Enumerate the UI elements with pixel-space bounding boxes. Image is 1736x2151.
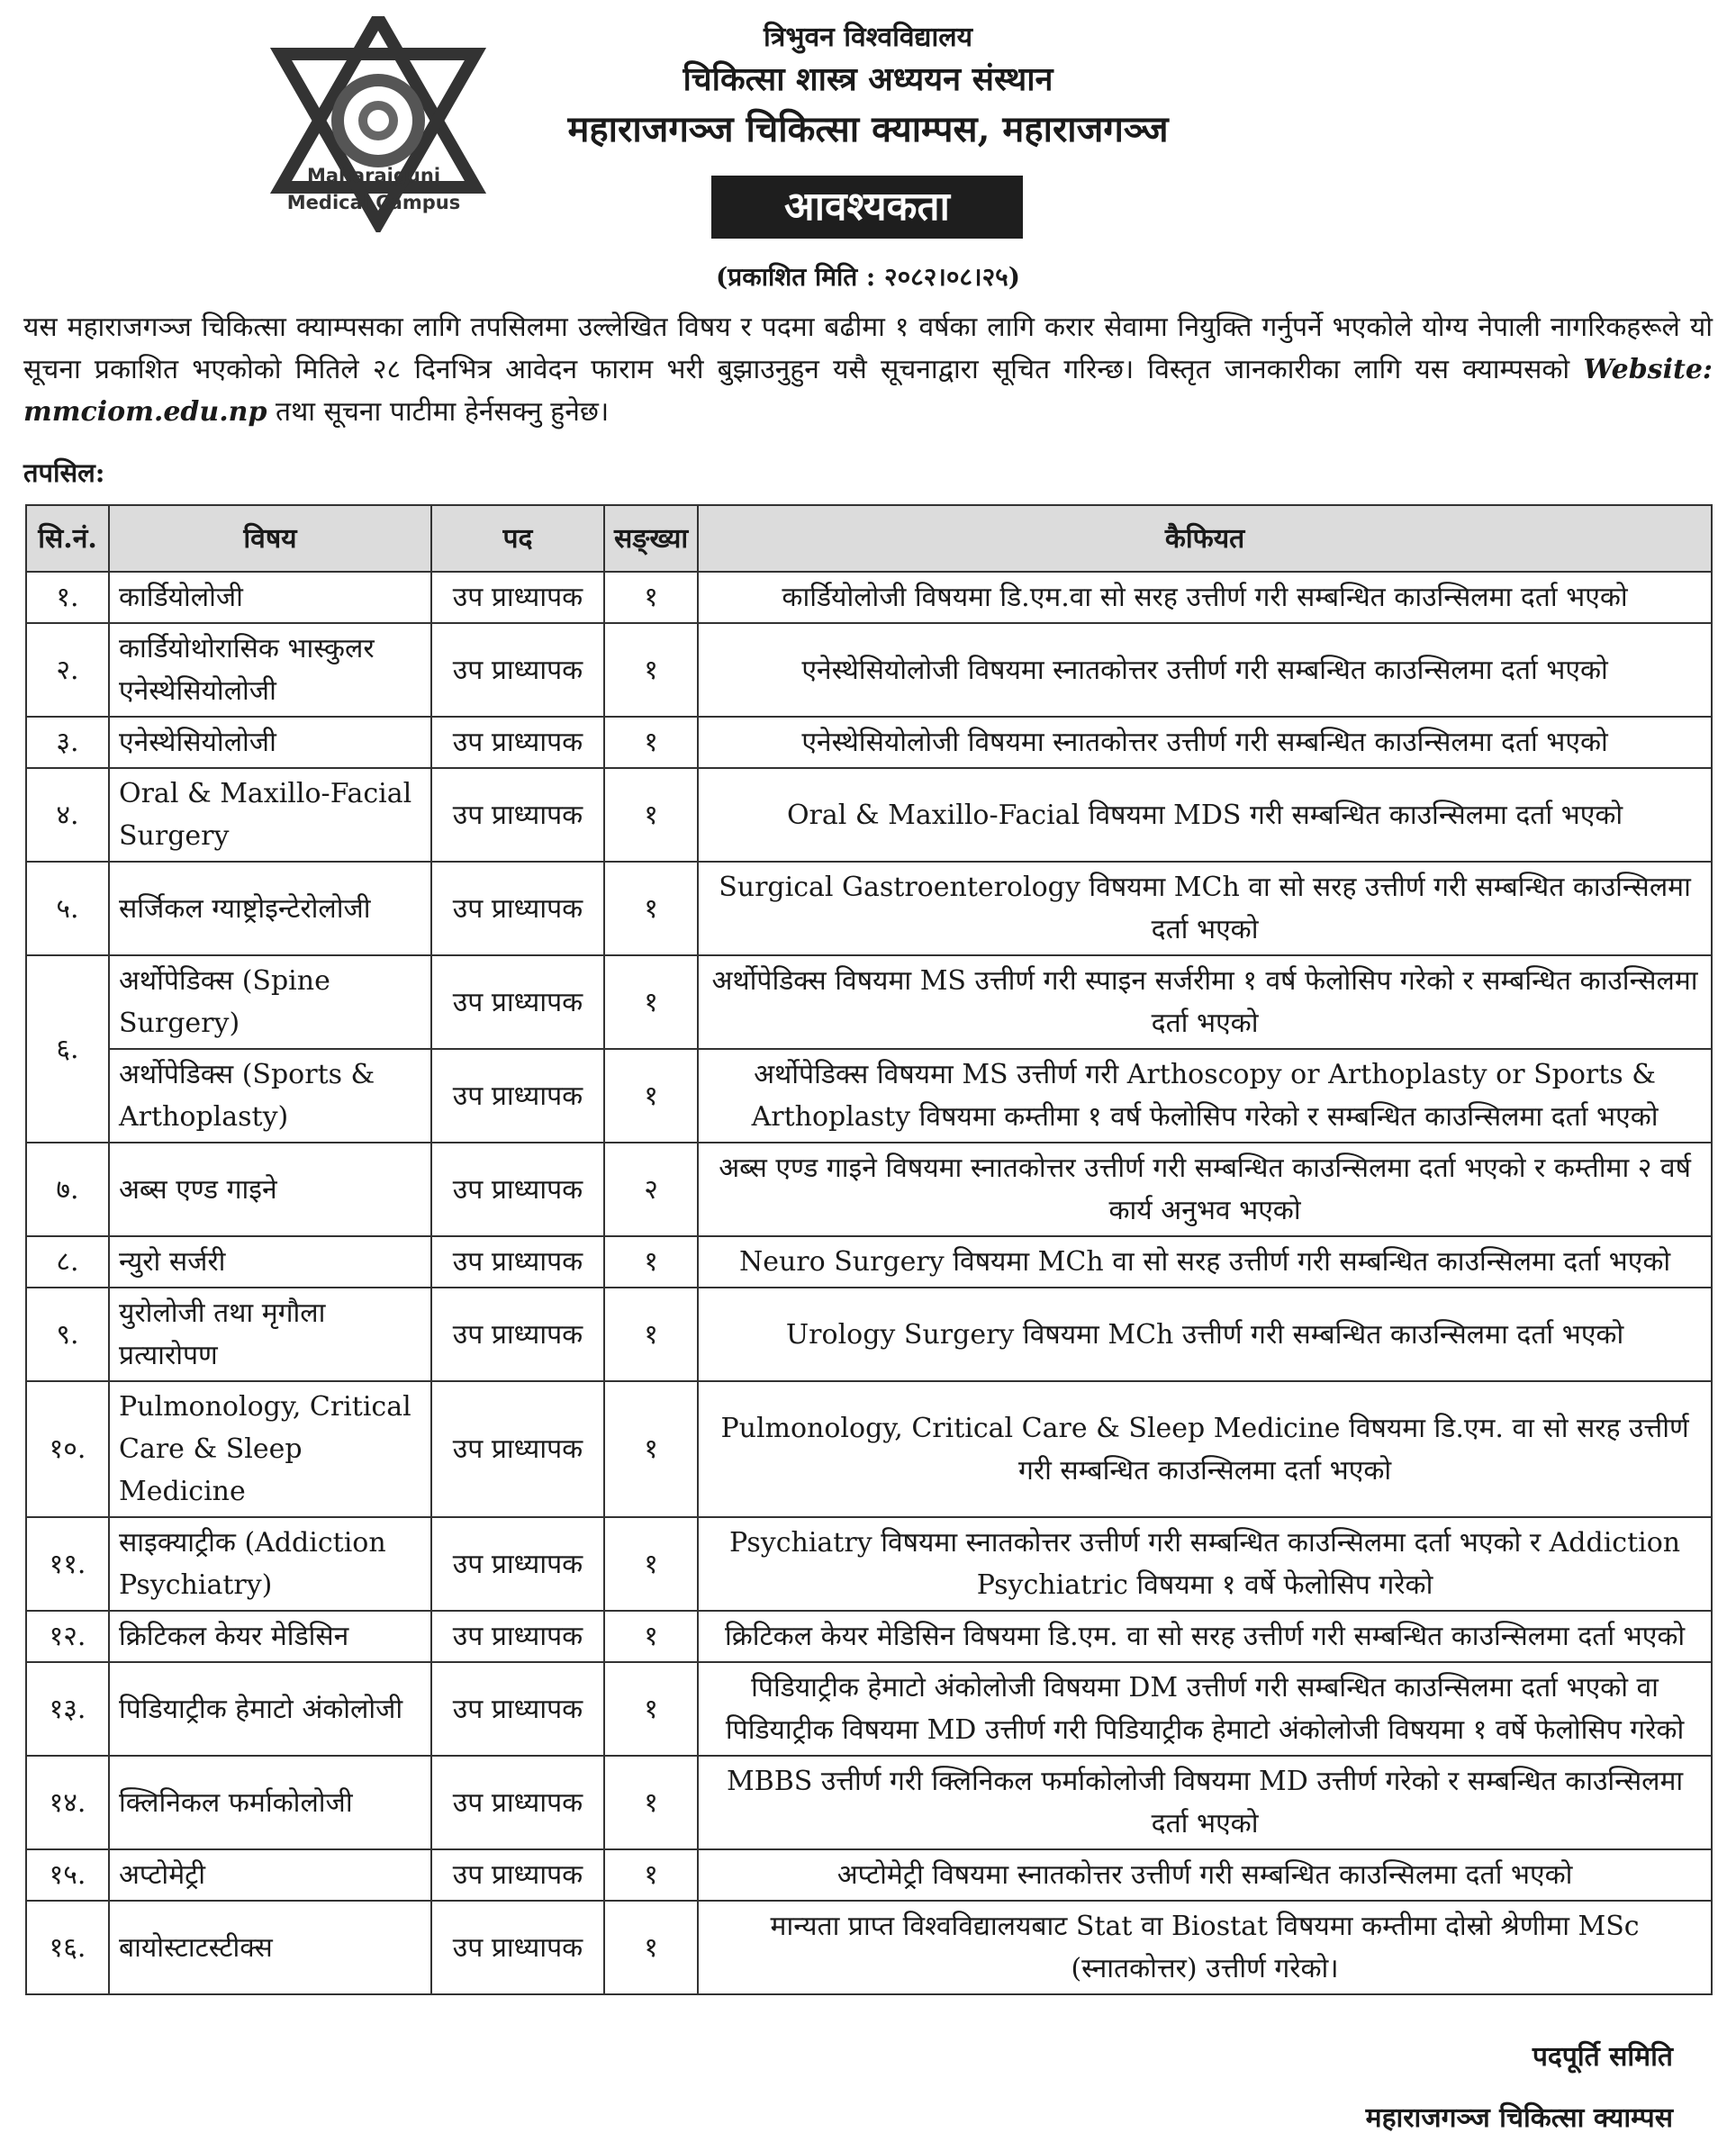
cell-count: १ <box>604 768 698 862</box>
table-row <box>26 955 1712 1049</box>
cell-sn: ९. <box>26 1288 109 1381</box>
cell-sn: ३. <box>26 717 109 768</box>
cell-post: उप प्राध्यापक <box>431 1288 604 1381</box>
cell-subject: Pulmonology, Critical Care & Sleep Medicine <box>109 1381 431 1517</box>
table-row <box>26 1381 1712 1517</box>
cell-remarks: अब्स एण्ड गाइने विषयमा स्नातकोत्तर उत्तीर्ण गरी सम्बन्धित काउन्सिलमा दर्ता भएको र कम्तीमा २ वर्ष कार्य अनुभव भएको <box>698 1143 1712 1236</box>
cell-post: उप प्राध्यापक <box>431 717 604 768</box>
cell-count: १ <box>604 1381 698 1517</box>
cell-sn: १६. <box>26 1901 109 1994</box>
cell-sn: १३. <box>26 1662 109 1756</box>
university-name: त्रिभुवन विश्वविद्यालय <box>764 22 972 53</box>
cell-subject: क्लिनिकल फर्माकोलोजी <box>109 1756 431 1849</box>
cell-count: १ <box>604 1849 698 1901</box>
schedule-label: तपसिल: <box>23 457 105 488</box>
cell-count: १ <box>604 1756 698 1849</box>
header-subject: विषय <box>109 505 431 572</box>
table-row <box>26 1049 1712 1143</box>
cell-subject: कार्डियोलोजी <box>109 572 431 623</box>
cell-remarks: Oral & Maxillo-Facial विषयमा MDS गरी सम्बन्धित काउन्सिलमा दर्ता भएको <box>698 768 1712 862</box>
table-row <box>26 1143 1712 1236</box>
cell-subject: अर्थोपेडिक्स (Sports & Arthoplasty) <box>109 1049 431 1143</box>
cell-post: उप प्राध्यापक <box>431 1662 604 1756</box>
cell-post: उप प्राध्यापक <box>431 1901 604 1994</box>
cell-remarks: अर्थोपेडिक्स विषयमा MS उत्तीर्ण गरी Arthoscopy or Arthoplasty or Sports & Arthoplasty विषयमा कम्तीमा १ वर्ष फेलोसिप गरेको र सम्बन्धित काउन्सिलमा दर्ता भएको <box>698 1049 1712 1143</box>
cell-sn: ४. <box>26 768 109 862</box>
cell-subject: Oral & Maxillo-Facial Surgery <box>109 768 431 862</box>
cell-count: १ <box>604 1288 698 1381</box>
cell-remarks: मान्यता प्राप्त विश्वविद्यालयबाट Stat वा Biostat विषयमा कम्तीमा दोस्रो श्रेणीमा MSc (स्नातकोत्तर) उत्तीर्ण गरेको। <box>698 1901 1712 1994</box>
cell-subject: अब्स एण्ड गाइने <box>109 1143 431 1236</box>
notice-header <box>0 0 1736 270</box>
header-count: सङ्ख्या <box>604 505 698 572</box>
cell-count: १ <box>604 1611 698 1662</box>
logo-caption <box>261 162 486 216</box>
table-row <box>26 1288 1712 1381</box>
cell-remarks: Pulmonology, Critical Care & Sleep Medicine विषयमा डि.एम. वा सो सरह उत्तीर्ण गरी सम्बन्धित काउन्सिलमा दर्ता भएको <box>698 1381 1712 1517</box>
cell-sn: १५. <box>26 1849 109 1901</box>
cell-post: उप प्राध्यापक <box>431 623 604 717</box>
cell-subject: क्रिटिकल केयर मेडिसिन <box>109 1611 431 1662</box>
vacancy-table <box>25 504 1713 1995</box>
cell-post: उप प्राध्यापक <box>431 1756 604 1849</box>
cell-remarks: कार्डियोलोजी विषयमा डि.एम.वा सो सरह उत्तीर्ण गरी सम्बन्धित काउन्सिलमा दर्ता भएको <box>698 572 1712 623</box>
campus-name: महाराजगञ्ज चिकित्सा क्याम्पस, महाराजगञ्ज <box>567 108 1169 150</box>
table-row <box>26 1236 1712 1288</box>
cell-subject: अर्थोपेडिक्स (Spine Surgery) <box>109 955 431 1049</box>
cell-subject: कार्डियोथोरासिक भास्कुलर एनेस्थेसियोलोजी <box>109 623 431 717</box>
cell-subject: साइक्याट्रीक (Addiction Psychiatry) <box>109 1517 431 1611</box>
cell-post: उप प्राध्यापक <box>431 1236 604 1288</box>
cell-count: १ <box>604 862 698 955</box>
cell-post: उप प्राध्यापक <box>431 1849 604 1901</box>
institute-name: चिकित्सा शास्त्र अध्ययन संस्थान <box>683 60 1053 98</box>
intro-paragraph <box>23 306 1713 433</box>
logo-caption-line2: Medical Campus <box>286 192 461 213</box>
table-row <box>26 572 1712 623</box>
cell-count: २ <box>604 1143 698 1236</box>
cell-remarks: पिडियाट्रीक हेमाटो अंकोलोजी विषयमा DM उत्तीर्ण गरी सम्बन्धित काउन्सिलमा दर्ता भएको वा पिडियाट्रीक विषयमा MD उत्तीर्ण गरी पिडियाट्रीक हेमाटो अंकोलोजी विषयमा १ वर्षे फेलोसिप गरेको <box>698 1662 1712 1756</box>
cell-remarks: Urology Surgery विषयमा MCh उत्तीर्ण गरी सम्बन्धित काउन्सिलमा दर्ता भएको <box>698 1288 1712 1381</box>
header-sn: सि.नं. <box>26 505 109 572</box>
cell-subject: युरोलोजी तथा मृगौला प्रत्यारोपण <box>109 1288 431 1381</box>
cell-post: उप प्राध्यापक <box>431 1143 604 1236</box>
cell-count: १ <box>604 572 698 623</box>
cell-sn: २. <box>26 623 109 717</box>
cell-sn: ८. <box>26 1236 109 1288</box>
header-post: पद <box>431 505 604 572</box>
cell-remarks: Surgical Gastroenterology विषयमा MCh वा सो सरह उत्तीर्ण गरी सम्बन्धित काउन्सिलमा दर्ता भएको <box>698 862 1712 955</box>
website-link[interactable]: Website: mmciom.edu.np <box>23 354 1713 428</box>
intro-text-part2: तथा सूचना पाटीमा हेर्नसक्नु हुनेछ। <box>267 396 610 428</box>
table-row <box>26 1849 1712 1901</box>
table-row <box>26 1611 1712 1662</box>
cell-count: १ <box>604 623 698 717</box>
cell-remarks: एनेस्थेसियोलोजी विषयमा स्नातकोत्तर उत्तीर्ण गरी सम्बन्धित काउन्सिलमा दर्ता भएको <box>698 623 1712 717</box>
cell-count: १ <box>604 1662 698 1756</box>
cell-remarks: Psychiatry विषयमा स्नातकोत्तर उत्तीर्ण गरी सम्बन्धित काउन्सिलमा दर्ता भएको र Addiction Psychiatric विषयमा १ वर्षे फेलोसिप गरेको <box>698 1517 1712 1611</box>
cell-count: १ <box>604 955 698 1049</box>
cell-count: १ <box>604 1236 698 1288</box>
cell-post: उप प्राध्यापक <box>431 1049 604 1143</box>
cell-sn: १०. <box>26 1381 109 1517</box>
cell-sn: ५. <box>26 862 109 955</box>
cell-count: १ <box>604 1901 698 1994</box>
table-row <box>26 1662 1712 1756</box>
cell-post: उप प्राध्यापक <box>431 572 604 623</box>
cell-sn: ७. <box>26 1143 109 1236</box>
cell-post: उप प्राध्यापक <box>431 1517 604 1611</box>
signature-committee: पदपूर्ति समिति <box>1532 2041 1673 2073</box>
cell-subject: न्युरो सर्जरी <box>109 1236 431 1288</box>
cell-remarks: अर्थोपेडिक्स विषयमा MS उत्तीर्ण गरी स्पाइन सर्जरीमा १ वर्ष फेलोसिप गरेको र सम्बन्धित काउन्सिलमा दर्ता भएको <box>698 955 1712 1049</box>
published-date: (प्रकाशित मिति : २०८२।०८।२५) <box>716 262 1020 292</box>
cell-count: १ <box>604 1049 698 1143</box>
cell-sn: ६. <box>26 955 109 1143</box>
header-titles <box>0 20 1736 157</box>
cell-remarks: अप्टोमेट्री विषयमा स्नातकोत्तर उत्तीर्ण गरी सम्बन्धित काउन्सिलमा दर्ता भएको <box>698 1849 1712 1901</box>
cell-remarks: MBBS उत्तीर्ण गरी क्लिनिकल फर्माकोलोजी विषयमा MD उत्तीर्ण गरेको र सम्बन्धित काउन्सिलमा दर्ता भएको <box>698 1756 1712 1849</box>
notice-title-box: आवश्यकता <box>711 176 1023 239</box>
table-header-row <box>26 505 1712 572</box>
table-row <box>26 862 1712 955</box>
cell-sn: ११. <box>26 1517 109 1611</box>
cell-remarks: क्रिटिकल केयर मेडिसिन विषयमा डि.एम. वा सो सरह उत्तीर्ण गरी सम्बन्धित काउन्सिलमा दर्ता भएको <box>698 1611 1712 1662</box>
cell-sn: १४. <box>26 1756 109 1849</box>
header-remarks: कैफियत <box>698 505 1712 572</box>
cell-subject: एनेस्थेसियोलोजी <box>109 717 431 768</box>
cell-sn: १. <box>26 572 109 623</box>
cell-count: १ <box>604 717 698 768</box>
cell-sn: १२. <box>26 1611 109 1662</box>
table-row <box>26 1517 1712 1611</box>
cell-subject: अप्टोमेट्री <box>109 1849 431 1901</box>
cell-subject: सर्जिकल ग्याष्ट्रोइन्टेरोलोजी <box>109 862 431 955</box>
cell-count: १ <box>604 1517 698 1611</box>
cell-subject: पिडियाट्रीक हेमाटो अंकोलोजी <box>109 1662 431 1756</box>
table-row <box>26 717 1712 768</box>
table-row <box>26 1756 1712 1849</box>
cell-remarks: एनेस्थेसियोलोजी विषयमा स्नातकोत्तर उत्तीर्ण गरी सम्बन्धित काउन्सिलमा दर्ता भएको <box>698 717 1712 768</box>
cell-subject: बायोस्टाटस्टीक्स <box>109 1901 431 1994</box>
cell-post: उप प्राध्यापक <box>431 1381 604 1517</box>
signature-campus: महाराजगञ्ज चिकित्सा क्याम्पस <box>1365 2102 1673 2134</box>
table-row <box>26 623 1712 717</box>
table-row <box>26 1901 1712 1994</box>
cell-post: उप प्राध्यापक <box>431 955 604 1049</box>
cell-post: उप प्राध्यापक <box>431 768 604 862</box>
logo-caption-line1: Maharajgunj <box>306 165 441 186</box>
cell-remarks: Neuro Surgery विषयमा MCh वा सो सरह उत्तीर्ण गरी सम्बन्धित काउन्सिलमा दर्ता भएको <box>698 1236 1712 1288</box>
intro-text-part1: यस महाराजगञ्ज चिकित्सा क्याम्पसका लागि तपसिलमा उल्लेखित विषय र पदमा बढीमा १ वर्षका लागि करार सेवामा नियुक्ति गर्नुपर्ने भएकोले योग्य नेपाली नागरिकहरूले यो सूचना प्रकाशित भएकोको मितिले २८ दिनभित्र आवेदन फाराम भरी बुझाउनुहुन यसै सूचनाद्वारा सूचित गरिन्छ। विस्तृत जानकारीका लागि यस क्याम्पसको <box>23 312 1713 385</box>
table-row <box>26 768 1712 862</box>
cell-post: उप प्राध्यापक <box>431 862 604 955</box>
cell-post: उप प्राध्यापक <box>431 1611 604 1662</box>
